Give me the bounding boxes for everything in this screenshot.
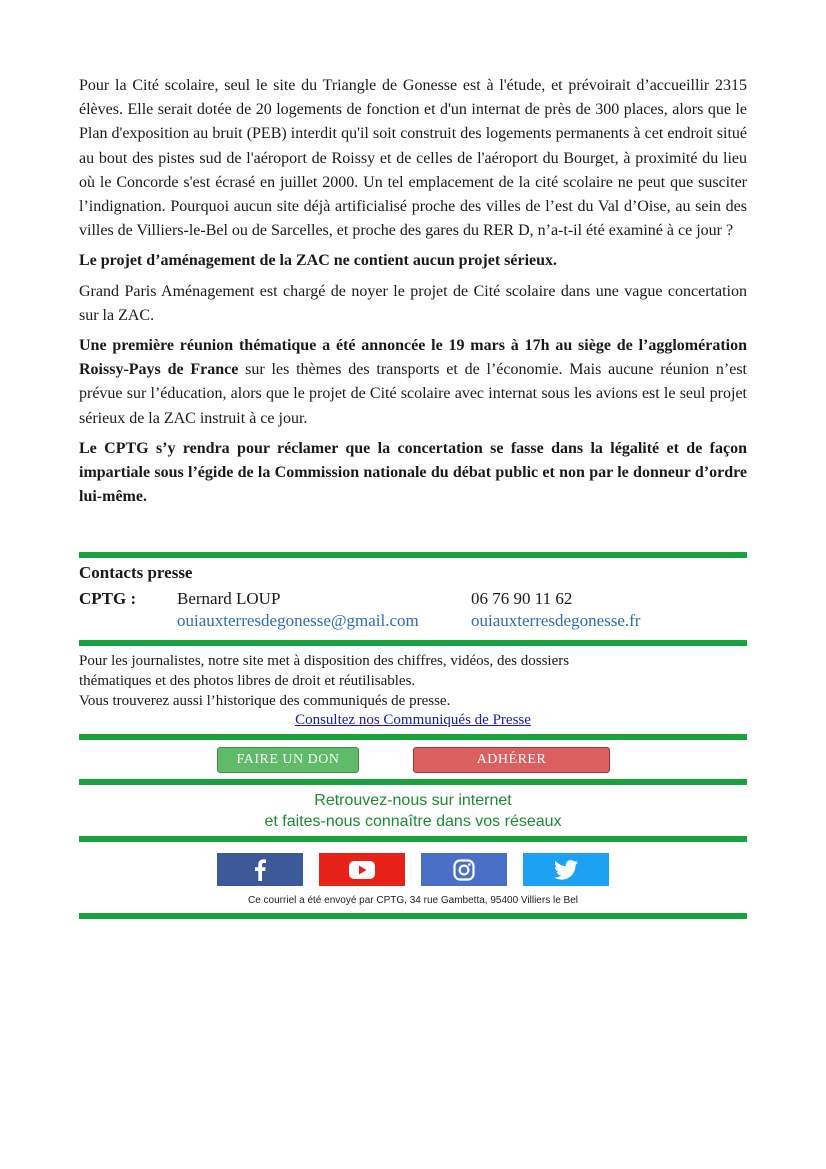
follow-line: et faites-nous connaître dans vos réseaux bbox=[264, 813, 562, 830]
reunion-rest: sur les thèmes des transports et de l’économie. Mais aucune réunion n’est prévue sur l’éducation, alors que le projet de Cité scolaire avec internat sous les avions est le seul projet sérieux de la ZAC instruit à ce jour. bbox=[79, 361, 747, 427]
journalists-line: Pour les journalistes, notre site met à disposition des chiffres, vidéos, des dossiers bbox=[79, 653, 570, 669]
paragraph-cptg: Le CPTG s’y rendra pour réclamer que la concertation se fasse dans la légalité et de façon impartiale sous l’égide de la Commission nationale du débat public et non par le donneur d’ordre lui-même. bbox=[79, 439, 747, 506]
divider bbox=[79, 779, 747, 785]
contact-name: Bernard LOUP bbox=[177, 589, 281, 608]
main-text bbox=[79, 74, 747, 515]
youtube-button[interactable] bbox=[319, 853, 405, 886]
youtube-icon bbox=[349, 861, 375, 879]
follow-us-text bbox=[79, 790, 747, 832]
twitter-icon bbox=[554, 860, 578, 880]
instagram-icon bbox=[453, 859, 475, 881]
journalists-info bbox=[79, 651, 747, 711]
divider bbox=[79, 836, 747, 842]
twitter-button[interactable] bbox=[523, 853, 609, 886]
divider bbox=[79, 734, 747, 740]
heading-zac-project: Le projet d’aménagement de la ZAC ne contient aucun projet sérieux. bbox=[79, 252, 558, 270]
contact-phone: 06 76 90 11 62 bbox=[471, 589, 573, 608]
contact-label: CPTG : bbox=[79, 589, 137, 608]
follow-line: Retrouvez-nous sur internet bbox=[314, 792, 512, 809]
facebook-icon bbox=[253, 859, 267, 881]
join-button[interactable]: ADHÉRER bbox=[413, 747, 610, 773]
divider bbox=[79, 640, 747, 646]
journalists-line: thématiques et des photos libres de droit et réutilisables. bbox=[79, 673, 416, 689]
contact-email-link[interactable]: ouiauxterresdegonesse@gmail.com bbox=[177, 611, 419, 630]
divider bbox=[79, 913, 747, 919]
instagram-button[interactable] bbox=[421, 853, 507, 886]
paragraph-cite-scolaire: Pour la Cité scolaire, seul le site du Triangle de Gonesse est à l'étude, et prévoirait d’accueillir 2315 élèves. Elle serait dotée de 20 logements de fonction et d'un internat de près de 300 places, alors que le Plan d'exposition au bruit (PEB) interdit qu'il soit construit des logements permanents à cet endroit situé au bout des pistes sud de l'aéroport de Roissy et de celles de l'aéroport du Bourget, à proximité du lieu où le Concorde s'est écrasé en juillet 2000. Un tel emplacement de la cité scolaire ne peut que susciter l’indignation. Pourquoi aucun site déjà artificialisé proche des villes de l’est du Val d’Oise, au sein des villes de Villiers-le-Bel ou de Sarcelles, et proche des gares du RER D, n’a-t-il été examiné à ce jour ? bbox=[79, 77, 747, 240]
contacts-title: Contacts presse bbox=[79, 563, 193, 582]
facebook-button[interactable] bbox=[217, 853, 303, 886]
contact-site-link[interactable]: ouiauxterresdegonesse.fr bbox=[471, 611, 641, 630]
reunion-bold: Une première réunion thématique a été annoncée le 19 mars à 17h au siège de l’agglomération Roissy-Pays de France bbox=[79, 337, 747, 379]
paragraph-concertation: Grand Paris Aménagement est chargé de noyer le projet de Cité scolaire dans une vague concertation sur la ZAC. bbox=[79, 282, 747, 324]
journalists-line: Vous trouverez aussi l’historique des communiqués de presse. bbox=[79, 693, 451, 709]
divider bbox=[79, 552, 747, 558]
paragraph-reunion bbox=[79, 334, 747, 431]
donate-button[interactable]: FAIRE UN DON bbox=[217, 747, 359, 773]
footer-note: Ce courriel a été envoyé par CPTG, 34 rue Gambetta, 95400 Villiers le Bel bbox=[248, 895, 578, 906]
press-releases-link[interactable]: Consultez nos Communiqués de Presse bbox=[295, 712, 531, 728]
